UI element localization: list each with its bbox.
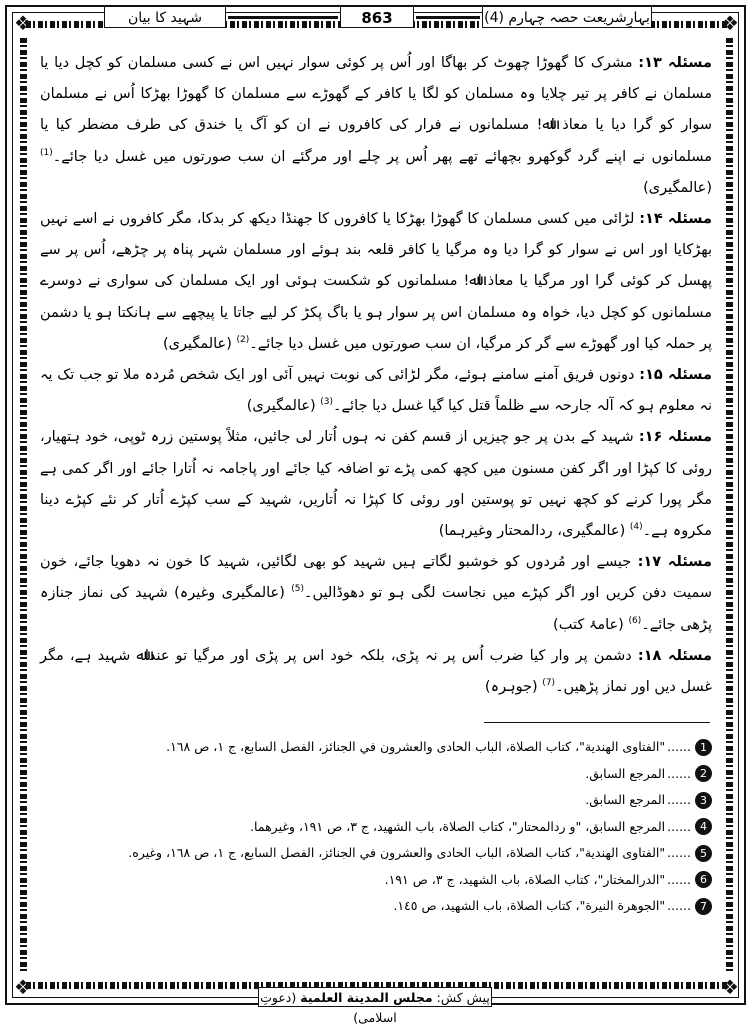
page-header (104, 6, 652, 34)
corner-ornament-icon: ❖ (721, 11, 739, 35)
masala-text: لڑائی میں کسی مسلمان کا گھوڑا بھڑکا یا کافروں کا جھنڈا دیکھ کر بدکا، مگر کافروں نے اسے نہیں بھڑکایا اور اس نے سوار کو گرا دیا وہ مرگیا یا کافر قلعہ بند ہوئے اور مسلمان شہر پناہ پر چڑھے، اُس پر سے پھسل کر کوئی گرا اور مرگیا یا معاذ اﷲ! مسلمانوں کو شکست ہوئی اور ایک مسلمان کی سواری نے دوسرے مسلمانوں کو کچل دیا، خواہ وہ مسلمان اس پر سوار ہو یا باگ پکڑ کر لیے جاتا یا پیچھے سے ہانکتا ہو یا دشمن پر حملہ کیا اور گھوڑے سے گر کر مرگیا، ان سب صورتوں میں غسل دیا جائے۔ (40, 211, 712, 352)
corner-ornament-icon: ❖ (14, 975, 32, 999)
masala-paragraph (40, 360, 712, 422)
footer-org-sub: (دعوتِ اسلامی) (260, 990, 397, 1025)
footnote-leader: ...... (667, 898, 691, 913)
footnote-number-badge: 4 (695, 818, 712, 835)
footnote-item (40, 893, 712, 920)
masala-paragraph (40, 547, 712, 641)
footnote-text: المرجع السابق. (585, 765, 666, 781)
footnote-text: "الدرالمختار"، كتاب الصلاة، باب الشهيد، ج ٣، ص ١٩١. (384, 871, 666, 887)
footnote-number-badge: 6 (695, 871, 712, 888)
masala-label: مسئلہ ۱۵: (639, 367, 713, 384)
footnote-item (40, 814, 712, 841)
footnote-separator (484, 722, 710, 723)
source-ref: (جوہرہ) (484, 679, 538, 696)
footnote-leader: ...... (667, 765, 691, 781)
book-title: بہارِشریعت حصہ چہارم (4) (482, 6, 652, 28)
footnote-ref[interactable]: (4) (629, 522, 643, 533)
source-ref: (عالمگیری) (162, 335, 232, 352)
footnote-ref[interactable]: (1) (40, 147, 53, 158)
footnote-item (40, 734, 712, 761)
footnote-ref[interactable]: (7) (542, 678, 556, 689)
footnote-item (40, 840, 712, 867)
footnote-number-badge: 1 (695, 739, 712, 756)
page-number: 863 (340, 6, 414, 28)
border-chain-right (726, 38, 733, 974)
footer-org-name: مجلس المدينة العلمية (300, 990, 433, 1005)
footnote-number-badge: 2 (695, 765, 712, 782)
masala-label: مسئلہ ۱۳: (638, 55, 712, 71)
source-ref: (عالمگیری) (246, 398, 316, 415)
masala-paragraph (40, 48, 712, 204)
masala-text: دشمن پر وار کیا ضرب اُس پر نہ پڑی، بلکہ خود اس پر پڑی اور مرگیا تو عنداﷲ شہید ہے، مگر غسل دیں اور نماز پڑھیں۔ (40, 647, 712, 696)
masala-label: مسئلہ ۱۷: (637, 554, 712, 571)
footnote-number-badge: 3 (695, 792, 712, 809)
masala-text: مشرک کا گھوڑا چھوٹ کر بھاگا اور اُس پر کوئی سوار نہیں اس نے کسی مسلمان کو کچل دیا یا مسلمان نے کافر پر تیر چلایا وہ مسلمان کو لگا یا کافر کے گھوڑے سے مسلمان کا گھوڑا بھڑکا اُس نے مسلمان سوار کو گرا دیا یا معاذ اﷲ! مسلمانوں نے فرار کی کافروں نے ان کو آگ یا خندق کی طرف مضطر کیا یا مسلمانوں نے اپنے گرد گوکھرو بچھائے تھے پھر اُس پر چلے اور مرگئے ان سب صورتوں میں غسل دیا جائے۔ (40, 55, 712, 165)
footnote-item (40, 867, 712, 894)
footnote-leader: ...... (667, 871, 691, 887)
masala-label: مسئلہ ۱۸: (637, 647, 713, 664)
header-divider (416, 16, 480, 19)
footnotes-list (40, 734, 712, 920)
source-ref: (عالمگیری، ردالمحتار وغیرہما) (438, 523, 626, 540)
footer-presented-by: پیش کش: (436, 990, 490, 1005)
footnote-leader: ...... (667, 845, 691, 860)
masala-text: دونوں فریق آمنے سامنے ہوئے، مگر لڑائی کی نوبت نہیں آئی اور ایک شخص مُردہ ملا تو جب تک یہ نہ معلوم ہو کہ آلہ جارحہ سے ظلماً قتل کیا گیا غسل دیا جائے۔ (40, 367, 712, 415)
footnote-ref[interactable]: (5) (291, 584, 304, 595)
body-text (40, 48, 712, 703)
masala-label: مسئلہ ۱۶: (638, 429, 712, 446)
page-footer (258, 987, 492, 1025)
border-chain-left (20, 38, 27, 974)
footnote-text: "الفتاوى الهندية"، كتاب الصلاة، الباب الحادى والعشرون في الجنائز، الفصل السابع، ج ١، ص ١٦٨، وغيره. (128, 845, 666, 860)
footnote-leader: ...... (667, 818, 691, 834)
footnote-leader: ...... (667, 739, 691, 754)
footnote-item (40, 787, 712, 814)
footnote-item (40, 761, 712, 788)
header-divider (228, 16, 338, 19)
footnote-text: "الفتاوى الهندية"، كتاب الصلاة، الباب الحادى والعشرون في الجنائز، الفصل السابع، ج ١، ص ١٦٨. (166, 739, 666, 754)
footnote-ref[interactable]: (2) (236, 335, 250, 345)
masala-text: جیسے اور مُردوں کو خوشبو لگاتے ہیں شہید کو بھی لگائیں، شہید کا خون نہ دھویا جائے، خون سمیت دفن کریں اور اگر کپڑے میں نجاست لگی ہو تو دھوڈالیں۔ (40, 554, 713, 602)
masala-paragraph (40, 422, 712, 547)
footnote-text: "الجوهرة النيرة"، كتاب الصلاة، باب الشهيد، ص ١٤٥. (393, 898, 666, 913)
corner-ornament-icon: ❖ (721, 975, 739, 999)
masala-text: شہید کے بدن پر جو چیزیں از قسم کفن نہ ہوں اُتار لی جائیں، مثلاً پوستین زرہ ٹوپی، خود ہتھیار، روئی کا کپڑا اور اگر کفن مسنون میں کچھ کمی پڑے تو اضافہ کیا جائے اور پاجامہ نہ اُتارا جائے اور اگر کمی ہے مگر پورا کرنے کو کچھ نہیں تو پوستین اور روئی کا کپڑا نہ اُتاریں، شہید کے سب کپڑے اُتار کر نئے کپڑے دینا مکروہ ہے۔ (40, 429, 712, 540)
footnote-text: المرجع السابق، "و ردالمحتار"، كتاب الصلاة، باب الشهيد، ج ٣، ص ١٩١، وغيرهما. (250, 818, 666, 834)
source-ref: (عالمگیری) (643, 179, 712, 196)
masala-paragraph (40, 641, 712, 703)
corner-ornament-icon: ❖ (14, 11, 32, 35)
source-ref: (عامۂ کتب) (553, 616, 624, 633)
footnote-ref[interactable]: (6) (628, 615, 642, 626)
masala-paragraph (40, 204, 712, 360)
footnote-ref[interactable]: (3) (320, 397, 334, 408)
masala-label: مسئلہ ۱۴: (639, 211, 712, 228)
footnote-number-badge: 5 (695, 845, 712, 862)
footnote-number-badge: 7 (695, 898, 712, 915)
footnote-text: المرجع السابق. (585, 792, 666, 807)
chapter-title: شہید کا بیان (104, 6, 226, 28)
footnote-leader: ...... (667, 792, 691, 807)
source-ref: (عالمگیری وغیرہ) شہید کی نماز جنازہ پڑھی جائے۔ (40, 585, 712, 633)
